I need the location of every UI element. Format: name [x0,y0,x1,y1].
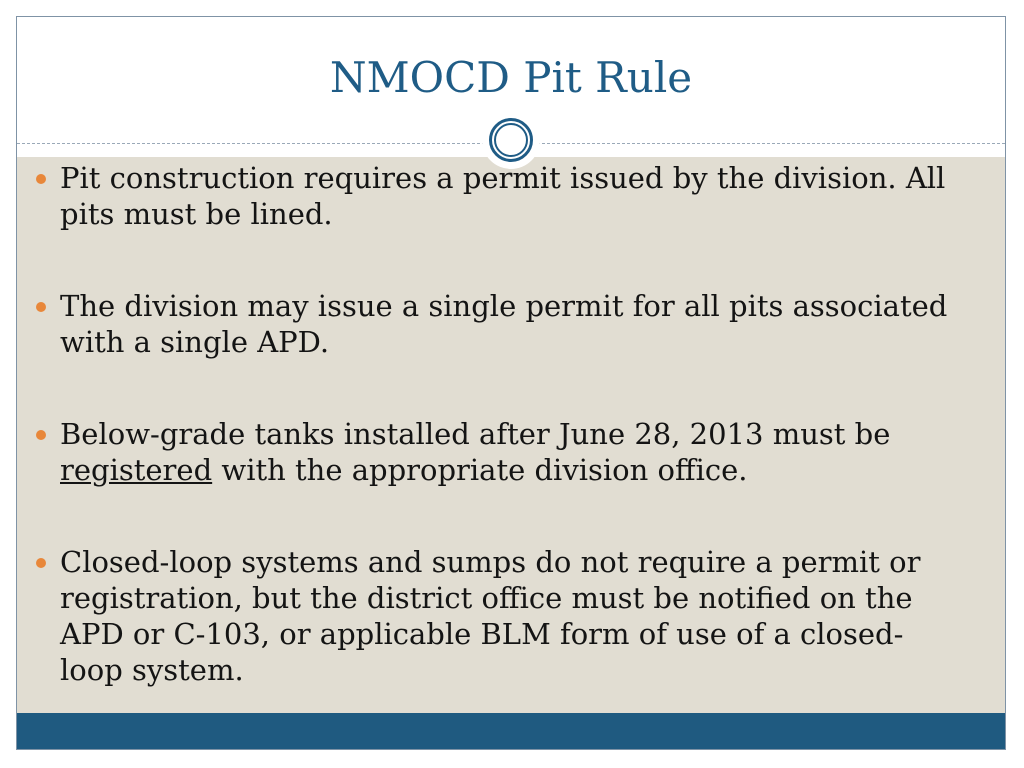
bullet-text: Pit construction requires a permit issued by the division. All pits must be lined. [60,161,946,231]
slide-title: NMOCD Pit Rule [329,53,693,102]
bullet-dot-icon [36,302,46,312]
bullet-text: Closed-loop systems and sumps do not require a permit or registration, but the district office must be notified on the APD or C-103, or applicable BLM form of use of a closed-loop system. [60,545,921,687]
bullet-dot-icon [36,558,46,568]
bullet-item-2 [36,288,966,360]
bullet-text-after: with the appropriate division office. [212,453,748,487]
registered-link-text: registered [60,453,213,487]
bullet-dot-icon [36,174,46,184]
bullet-item-3 [36,416,966,488]
bullet-text: Below-grade tanks installed after June 28, 2013 must be [60,417,891,451]
ornament-inner [494,123,528,157]
bullet-text: The division may issue a single permit for all pits associated with a single APD. [60,289,948,359]
bullet-dot-icon [36,430,46,440]
bullet-item-4 [36,544,966,688]
bullet-item-1 [36,160,966,232]
ornament-ring [489,118,533,162]
bullet-list [36,160,966,744]
